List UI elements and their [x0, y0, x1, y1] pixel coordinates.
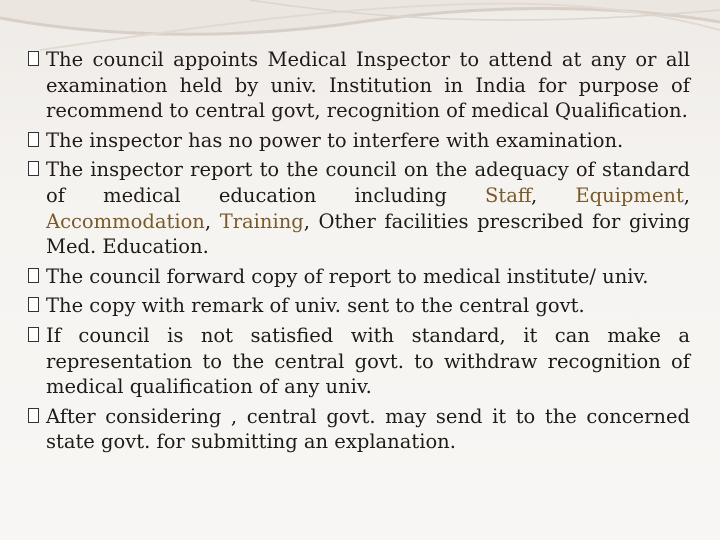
accent-term-staff: Staff — [485, 183, 531, 207]
bullet-text: The inspector has no power to interfere with examination. — [46, 128, 624, 152]
bullet-item — [28, 47, 690, 124]
separator: , — [204, 209, 220, 233]
bullet-text: The council appoints Medical Inspector to attend at any or all examination held by univ. Institution in India for purpose of recommend to central govt, recognition of medical Qualification. — [46, 48, 690, 123]
missing-glyph-box-icon — [28, 297, 39, 312]
bullet-list — [28, 47, 690, 459]
accent-term-accommodation: Accommodation — [46, 209, 205, 233]
bullet-item — [28, 293, 690, 319]
bullet-item — [28, 264, 690, 290]
missing-glyph-box-icon — [28, 408, 39, 423]
accent-term-equipment: Equipment — [575, 183, 684, 207]
bullet-text: If council is not satisfied with standard, it can make a representation to the central govt. to withdraw recognition of medical qualification of any univ. — [46, 323, 690, 399]
bullet-text: After considering , central govt. may send it to the concerned state govt. for submitting an explanation. — [46, 404, 690, 454]
bullet-item — [28, 128, 690, 154]
bullet-item — [28, 157, 690, 259]
accent-term-training: Training — [219, 209, 304, 233]
bullet-text: The inspector report to the council on the adequacy of standard of medical education including — [46, 158, 690, 207]
bullet-text: The council forward copy of report to medical institute/ univ. — [46, 264, 649, 288]
bullet-item — [28, 323, 690, 400]
bullet-item — [28, 404, 690, 455]
missing-glyph-box-icon — [28, 268, 39, 283]
missing-glyph-box-icon — [28, 132, 39, 147]
missing-glyph-box-icon — [28, 327, 39, 342]
bullet-text: The copy with remark of univ. sent to the central govt. — [46, 294, 585, 318]
separator: , — [530, 183, 576, 207]
missing-glyph-box-icon — [28, 51, 39, 66]
missing-glyph-box-icon — [28, 161, 39, 176]
bullet-text: , Other facilities prescribed for giving Med. Education. — [46, 209, 690, 259]
separator: , — [683, 183, 690, 207]
